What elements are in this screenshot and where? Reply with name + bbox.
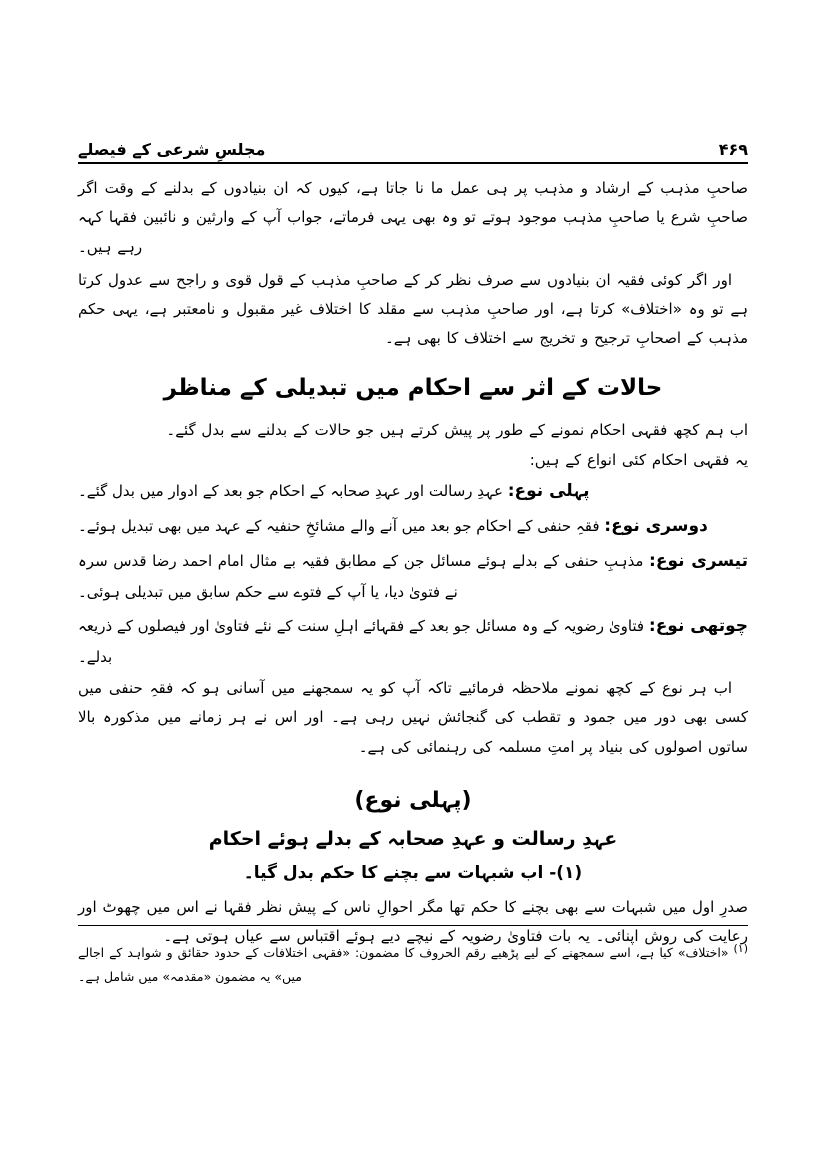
- list-item-text: مذہبِ حنفی کے بدلے ہوئے مسائل جن کے مطابق فقیہ بے مثال امام احمد رضا قدس سرہ نے فتویٰ دیا، یا آپ کے فتوے سے حکم سابق میں تبدیلی ہوئی۔: [78, 552, 644, 602]
- paragraph-4: یہ فقہی احکام کئی انواع کے ہیں:: [529, 450, 748, 469]
- list-item: [78, 545, 748, 607]
- paragraph-6: صدرِ اول میں شبہات سے بھی بچنے کا حکم تھا مگر احوالِ ناس کے پیش نظر فقہا نے اس میں چھوٹ اور رعایت کی روش اپنائی۔ یہ بات فتاویٰ رضویہ کے نیچے دیے ہوئے اقتباس سے عیاں ہوتی ہے۔: [78, 897, 748, 946]
- list-item: [78, 475, 748, 508]
- book-title: مجلسِ شرعی کے فیصلے: [78, 140, 266, 159]
- list-item-label: دوسری نوع:: [604, 516, 708, 537]
- paragraph-5: اب ہر نوع کے کچھ نمونے ملاحظہ فرمائیے تاکہ آپ کو یہ سمجھنے میں آسانی ہو کہ فقہِ حنفی میں کسی بھی دور میں جمود و تقطب کی گنجائش نہیں رہی ہے۔ اور اس نے ہر زمانے میں مذکورہ بالا ساتوں اصولوں کی بنیاد پر امتِ مسلمہ کی رہنمائی کی ہے۔: [78, 679, 748, 756]
- list-item-text: فقہِ حنفی کے احکام جو بعد میں آنے والے مشائخِ حنفیہ کے عہد میں بھی تبدیل ہوئے۔: [78, 517, 600, 536]
- list-item-label: تیسری نوع:: [649, 551, 748, 572]
- footnote-divider: [78, 925, 748, 926]
- item-heading: (۱)- اب شبہات سے بچنے کا حکم بدل گیا۔: [243, 863, 583, 884]
- list-item: [78, 510, 748, 543]
- page-header: [78, 140, 748, 164]
- list-item-text: فتاویٰ رضویہ کے وہ مسائل جو بعد کے فقہائے اہلِ سنت کے نئے فتاویٰ اور فیصلوں کے ذریعہ بدلے۔: [78, 616, 645, 666]
- paragraph-2: اور اگر کوئی فقیہ ان بنیادوں سے صرف نظر کر کے صاحبِ مذہب کے قول قوی و راجح سے عدول کرتا ہے تو وہ «اختلاف» کرتا ہے، اور صاحبِ مذہب سے مقلد کا اختلاف غیر مقبول و نامعتبر ہے، یہی حکم مذہب کے اصحابِ ترجیح و تخریج سے اختلاف کا بھی ہے۔: [78, 270, 748, 348]
- list-item-label: پہلی نوع:: [507, 480, 590, 501]
- page-number: ۴۶۹: [718, 140, 748, 160]
- section-title: حالات کے اثر سے احکام میں تبدیلی کے مناظر: [163, 374, 663, 401]
- list-item: [78, 610, 748, 672]
- footnote-marker: (۱): [733, 941, 748, 955]
- list-item-label: چوتھی نوع:: [648, 615, 748, 636]
- footnote-body: «اختلاف» کیا ہے، اسے سمجھنے کے لیے پڑھیے رقم الحروف کا مضمون: «فقہی اختلافات کے حدود حقائق و شواہد کے اجالے میں» یہ مضمون «مقدمہ» میں شامل ہے۔: [78, 945, 729, 984]
- footnote-text: [78, 939, 748, 989]
- paragraph-1: صاحبِ مذہب کے ارشاد و مذہب پر ہی عمل ما نا جاتا ہے، کیوں کہ ان بنیادوں کے بدلنے کے وقت اگر صاحبِ شرع یا صاحبِ مذہب موجود ہوتے تو وہ بھی یہی فرماتے، جواب آپ کے وارثین و نائبین فقہا کہہ رہے ہیں۔: [78, 179, 748, 256]
- footnote-area: [78, 925, 748, 1001]
- type-heading: (پہلی نوع): [354, 787, 472, 813]
- type-subheading: عہدِ رسالت و عہدِ صحابہ کے بدلے ہوئے احکام: [208, 827, 618, 850]
- paragraph-3: اب ہم کچھ فقہی احکام نمونے کے طور پر پیش کرتے ہیں جو حالات کے بدلنے سے بدل گئے۔: [166, 421, 748, 440]
- list-item-text: عہدِ رسالت اور عہدِ صحابہ کے احکام جو بعد کے ادوار میں بدل گئے۔: [78, 481, 503, 500]
